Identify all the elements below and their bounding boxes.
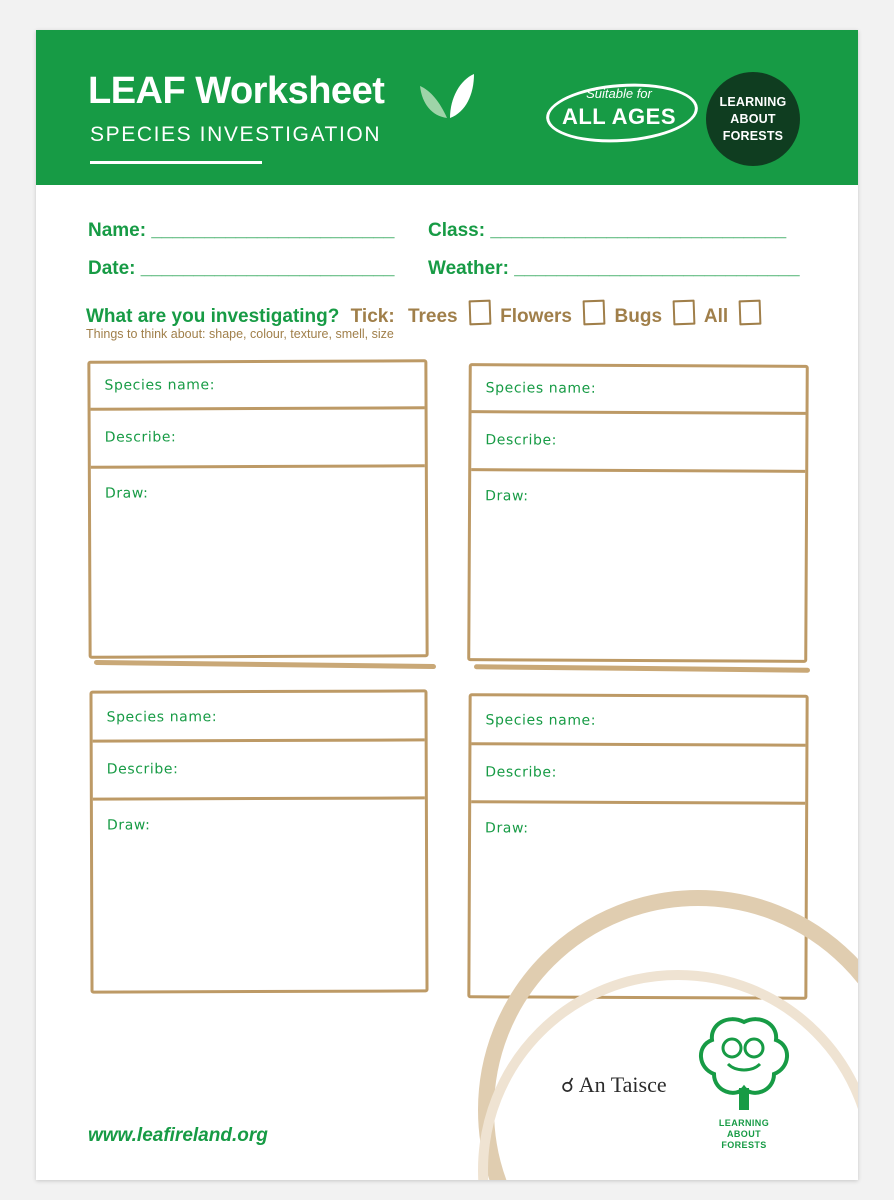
laf-tree-logo	[684, 1008, 804, 1158]
an-taisce-logo	[561, 1072, 667, 1098]
leaf-icon	[420, 72, 476, 120]
species-box-4-describe-label: Describe:	[485, 764, 558, 781]
species-box-2-divider-2	[471, 468, 805, 473]
species-box-1-draw-label: Draw:	[104, 485, 149, 502]
badge-laf-line3: FORESTS	[722, 129, 784, 143]
date-label: Date:	[88, 258, 136, 279]
species-box-3-draw-label: Draw:	[106, 817, 151, 834]
species-box-1-sketch-underline	[94, 660, 436, 669]
laf-caption-line3: FORESTS	[721, 1140, 767, 1150]
an-taisce-label: An Taisce	[578, 1072, 667, 1097]
worksheet-page	[36, 30, 858, 1180]
species-box-3-divider-2	[93, 796, 425, 800]
checkbox-trees[interactable]	[468, 300, 491, 326]
website-url[interactable]: www.leafireland.org	[88, 1125, 268, 1146]
tree-icon	[684, 1008, 804, 1118]
species-box-1-species-label: Species name:	[104, 377, 216, 394]
weather-label: Weather:	[428, 258, 509, 279]
learning-about-forests-badge	[706, 72, 800, 166]
species-box-2-draw-label: Draw:	[485, 488, 529, 505]
suitable-for-all-ages-badge	[544, 82, 694, 138]
class-input-line[interactable]: ____________________________	[490, 220, 787, 241]
badge-laf-line1: LEARNING	[719, 95, 787, 109]
species-box-1-divider-1	[91, 406, 425, 410]
species-box-2-species-label: Species name:	[485, 380, 597, 397]
laf-logo-caption	[684, 1118, 804, 1151]
title-underline	[90, 161, 262, 164]
species-box-4-divider-1	[471, 742, 805, 746]
tick-label: Tick:	[350, 306, 395, 327]
species-box-2-sketch-underline	[474, 664, 810, 673]
species-box-3-describe-label: Describe:	[106, 761, 179, 778]
class-field[interactable]	[428, 220, 786, 242]
laf-caption-line2: ABOUT	[727, 1129, 761, 1139]
species-box-3-divider-1	[93, 738, 425, 742]
species-box-3-species-label: Species name:	[106, 709, 218, 726]
species-box-2-divider-1	[472, 410, 806, 415]
laf-caption-line1: LEARNING	[718, 1118, 770, 1128]
weather-field[interactable]	[428, 258, 800, 280]
page-title: LEAF Worksheet	[88, 70, 385, 112]
species-box-1-describe-label: Describe:	[104, 429, 177, 446]
think-about-note: Things to think about: shape, colour, texture, smell, size	[86, 327, 394, 341]
species-box-4-draw-label: Draw:	[485, 820, 529, 837]
badge-allages-text: ALL AGES	[561, 104, 676, 129]
badge-laf-line2: ABOUT	[730, 112, 776, 126]
date-input-line[interactable]: ________________________	[140, 258, 395, 279]
species-box-4-species-label: Species name:	[485, 712, 597, 729]
checkbox-all[interactable]	[739, 300, 762, 326]
species-box-1[interactable]	[87, 359, 428, 658]
option-label-trees: Trees	[407, 306, 458, 327]
worksheet-header	[36, 30, 858, 185]
class-label: Class:	[428, 220, 486, 241]
checkbox-bugs[interactable]	[673, 300, 696, 326]
an-taisce-mark-icon: ☌	[561, 1073, 575, 1097]
weather-input-line[interactable]: ___________________________	[514, 258, 800, 279]
name-label: Name:	[88, 220, 147, 241]
checkbox-flowers[interactable]	[583, 300, 606, 326]
option-label-all: All	[703, 306, 729, 327]
badge-suitable-text: Suitable for	[586, 86, 652, 101]
investigation-question-row	[86, 300, 765, 328]
species-box-4-divider-2	[471, 800, 805, 804]
name-field[interactable]	[88, 220, 394, 242]
option-label-flowers: Flowers	[500, 306, 572, 327]
option-label-bugs: Bugs	[614, 306, 663, 327]
page-subtitle: SPECIES INVESTIGATION	[90, 123, 382, 146]
species-box-1-divider-2	[91, 464, 425, 468]
species-box-3[interactable]	[89, 689, 428, 993]
name-input-line[interactable]: _______________________	[151, 220, 395, 241]
date-field[interactable]	[88, 258, 394, 280]
species-box-2[interactable]	[467, 363, 809, 663]
species-box-2-describe-label: Describe:	[485, 432, 558, 449]
investigate-question: What are you investigating?	[86, 306, 340, 327]
